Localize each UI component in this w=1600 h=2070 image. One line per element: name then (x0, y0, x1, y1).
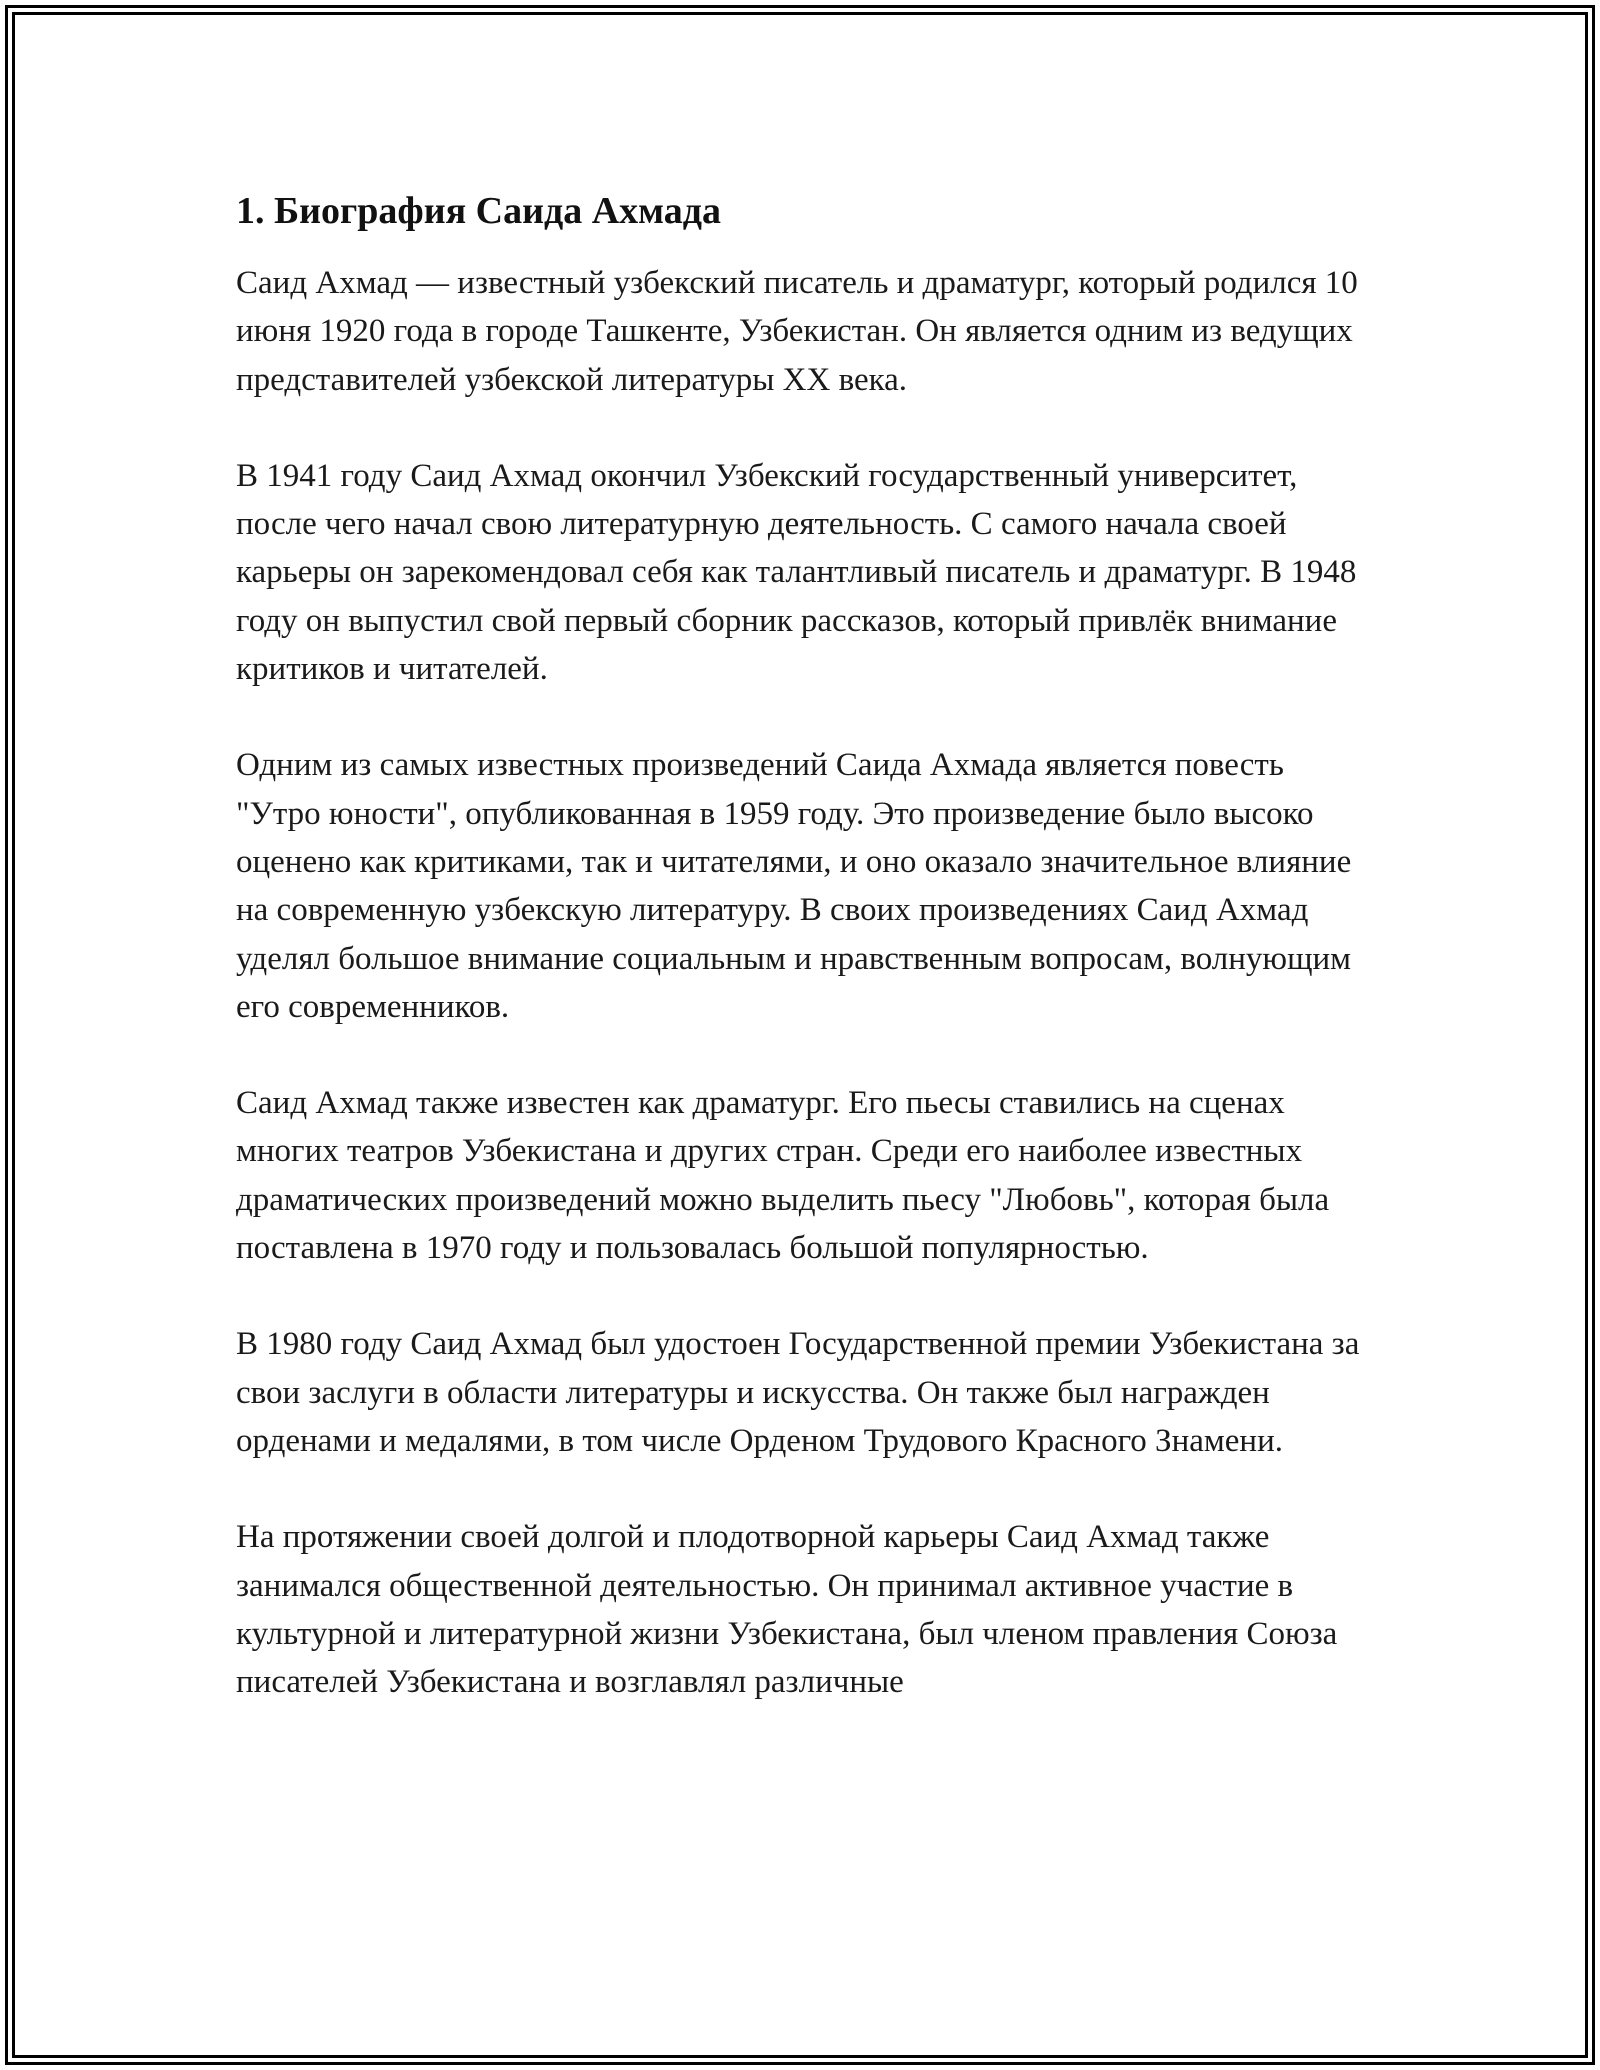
paragraph-2: В 1941 году Саид Ахмад окончил Узбекский государственный университет, после чего начал свою литературную деятельность. С самого начала своей карьеры он зарекомендовал себя как талантливый писатель и драматург. В 1948 году он выпустил свой первый сборник рассказов, который привлёк внимание критиков и читателей. (236, 457, 1357, 688)
section-heading: 1. Биография Саида Ахмада (236, 190, 722, 232)
paragraph-1: Саид Ахмад — известный узбекский писатель и драматург, который родился 10 июня 1920 года в городе Ташкенте, Узбекистан. Он является одним из ведущих представителей узбекской литературы XX века. (236, 265, 1358, 398)
paragraph-6: На протяжении своей долгой и плодотворной карьеры Саид Ахмад также занимался общественной деятельностью. Он принимал активное участие в культурной и литературной жизни Узбекистана, был членом правления Союза писателей Узбекистана и возглавлял различные (236, 1519, 1338, 1701)
document-page (236, 185, 1366, 1754)
paragraph-5: В 1980 году Саид Ахмад был удостоен Государственной премии Узбекистана за свои заслуги в области литературы и искусства. Он также был награжден орденами и медалями, в том числе Орденом Трудового Красного Знамени. (236, 1326, 1360, 1459)
paragraph-4: Саид Ахмад также известен как драматург. Его пьесы ставились на сценах многих театров Узбекистана и других стран. Среди его наиболее известных драматических произведений можно выделить пьесу "Любовь", которая была поставлена в 1970 году и пользовалась большой популярностью. (236, 1085, 1330, 1267)
paragraph-3: Одним из самых известных произведений Саида Ахмада является повесть "Утро юности", опубликованная в 1959 году. Это произведение было высоко оценено как критиками, так и читателями, и оно оказало значительное влияние на современную узбекскую литературу. В своих произведениях Саид Ахмад уделял большое внимание социальным и нравственным вопросам, волнующим его современников. (236, 747, 1352, 1025)
